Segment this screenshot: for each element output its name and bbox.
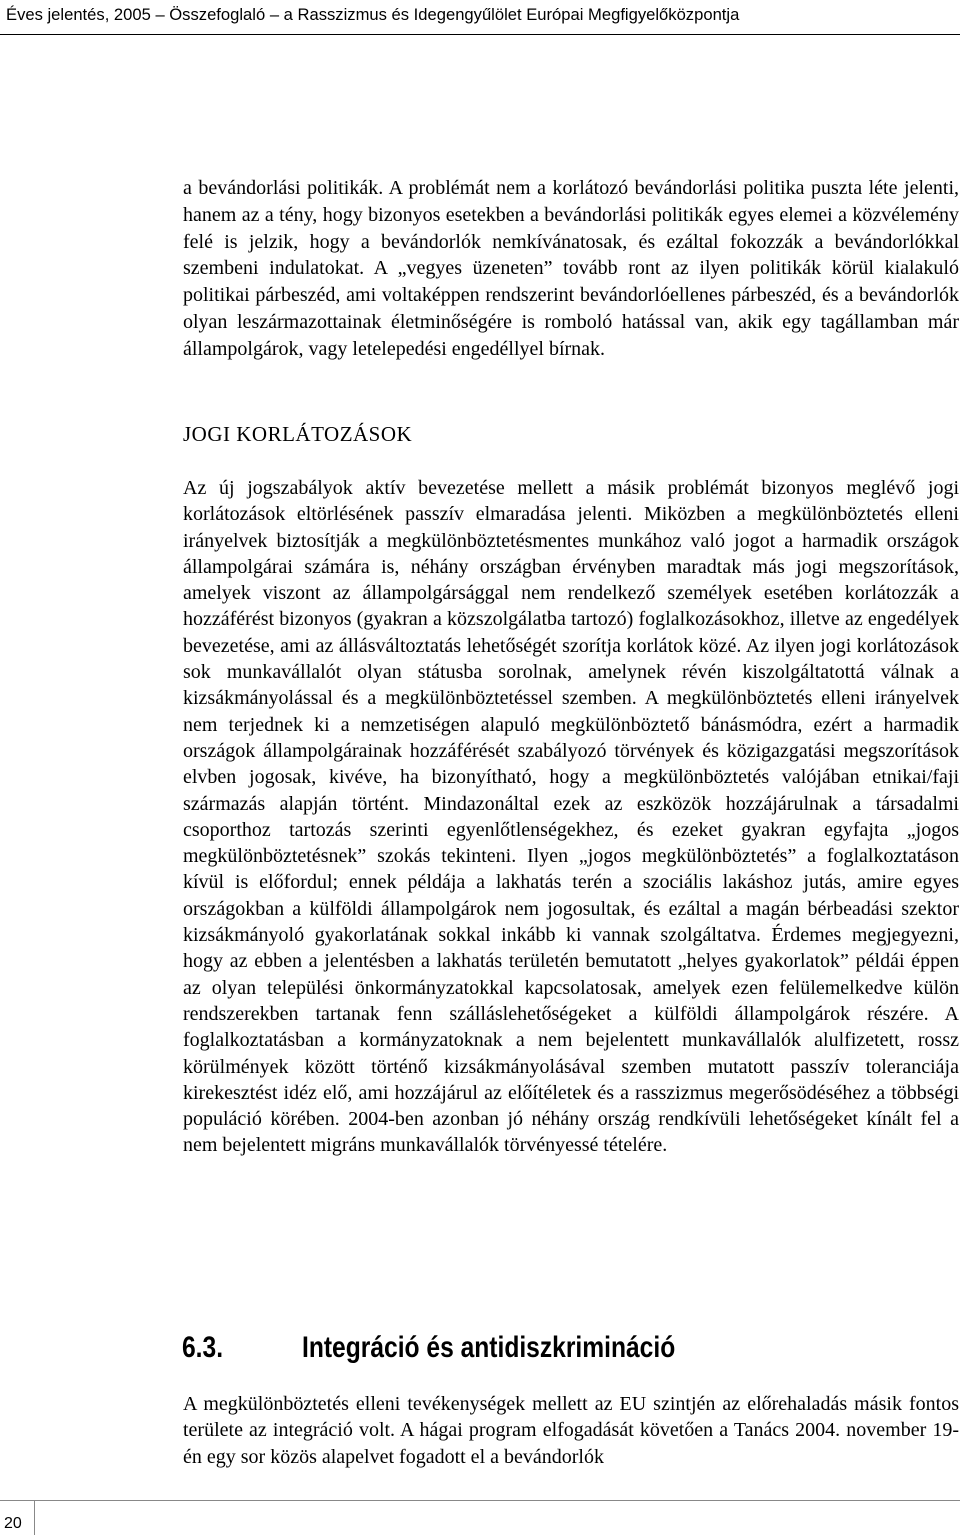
paragraph-text: Az új jogszabályok aktív bevezetése mellett a másik problémát bizonyos meglévő jogi korlátozások eltörlésének passzív elmaradása jelenti. Miközben a megkülönböztetés elleni irányelvek biztosítják a megkülönböztetésmentes munkához való jogot a harmadik országok állampolgárai számára is, néhány országban érvényben maradtak más jogi megszorítások, amelyek viszont az állampolgársággal nem rendelkező személyek esetében korlátozzák a hozzáférést bizonyos (gyakran a közszolgálatba tartozó) foglalkozásokhoz, illetve az engedélyek bevezetése, ami az állásváltoztatás lehetőségét szorítja korlátok közé. Az ilyen jogi korlátozások sok munkavállalót olyan státusba sorolnak, amelynek révén kiszolgáltatottá válnak a kizsákmányolással és a megkülönböztetéssel szemben. A megkülönböztetés elleni irányelvek nem terjednek ki a nemzetiségen alapuló megkülönböztető bánásmódra, ezért a harmadik országok állampolgárainak hozzáférését szabályozó törvények és közigazgatási megszorítások elvben jogosak, kivéve, ha bizonyítható, hogy a megkülönböztetés valójában etnikai/faji származás alapján történt. Mindazonáltal ezek az eszközök hozzájárulnak a társadalmi csoporthoz tartozás szerinti egyenlőtlenségekhez, és ezeket gyakran egyfajta „jogos megkülönböztetésnek” szokás tekinteni. Ilyen „jogos megkülönböztetés” a foglalkoztatáson kívül is előfordul; ennek példája a lakhatás terén a szociális lakáshoz jutás, amire egyes országokban a külföldi állampolgárok nem jogosultak, és ezáltal a magán bérbeadási szektor kizsákmányoló gyakorlatának sokkal inkább ki vannak szolgáltatva. Érdemes megjegyezni, hogy az ebben a jelentésben a lakhatás területén bemutatott „helyes gyakorlatok” példái éppen az olyan települési önkormányzatokkal kapcsolatosak, amelyek ezen felülemelkedve külön rendszerekben tartanak fenn szálláslehetőségeket a külföldi állampolgárok részére. A foglalkoztatásban a kormányzatoknak a nem bejelentett munkavállalók alulfizetett, rossz körülmények között történő kizsákmányolásával szemben mutatott passzív toleranciája kirekesztést idéz elő, ami hozzájárul az előítéletek és a rasszizmus megerősödéséhez a többségi populáció körében. 2004-ben azonban jó néhány ország rendkívüli lehetőségeket kínált fel a nem bejelentett migráns munkavállalók törvényessé tételére. bbox=[183, 477, 959, 1157]
footer-divider bbox=[0, 1500, 960, 1501]
paragraph-integration bbox=[183, 1391, 959, 1470]
paragraph-immigration-policies bbox=[183, 175, 959, 363]
header-divider bbox=[0, 34, 960, 35]
paragraph-text: A megkülönböztetés elleni tevékenységek mellett az EU szintjén az előrehaladás másik fontos területe az integráció volt. A hágai program elfogadását követően a Tanács 2004. november 19-én egy sor közös alapelvet fogadott el a bevándorlók bbox=[183, 1393, 959, 1468]
page-number: 20 bbox=[4, 1515, 22, 1532]
paragraph-text: a bevándorlási politikák. A problémát nem a korlátozó bevándorlási politika puszta léte jelenti, hanem az a tény, hogy bizonyos esetekben a bevándorlási politikák egyes elemei a közvélemény felé is jelzik, hogy a bevándorlók nemkívánatosak, és ezáltal fokozzák a bevándorlókkal szembeni indulatokat. A „vegyes üzeneten” tovább ront az ilyen politikák körül kialakuló politikai párbeszéd, ami voltaképpen rendszerint bevándorlóellenes párbeszéd, és a bevándorlók olyan leszármazottainak életminőségére is romboló hatással van, akik egy tagállamban már állampolgárok, vagy letelepedési engedéllyel bírnak. bbox=[183, 177, 959, 360]
paragraph-legal-restrictions bbox=[183, 475, 959, 1159]
footer-page-box-divider bbox=[34, 1500, 35, 1535]
chapter-number: 6.3. bbox=[182, 1331, 224, 1364]
chapter-title: Integráció és antidiszkrimináció bbox=[302, 1331, 676, 1364]
running-header: Éves jelentés, 2005 – Összefoglaló – a Rasszizmus és Idegengyűlölet Európai Megfigyelőközpontja bbox=[6, 5, 740, 24]
section-heading: JOGI KORLÁTOZÁSOK bbox=[183, 422, 413, 446]
